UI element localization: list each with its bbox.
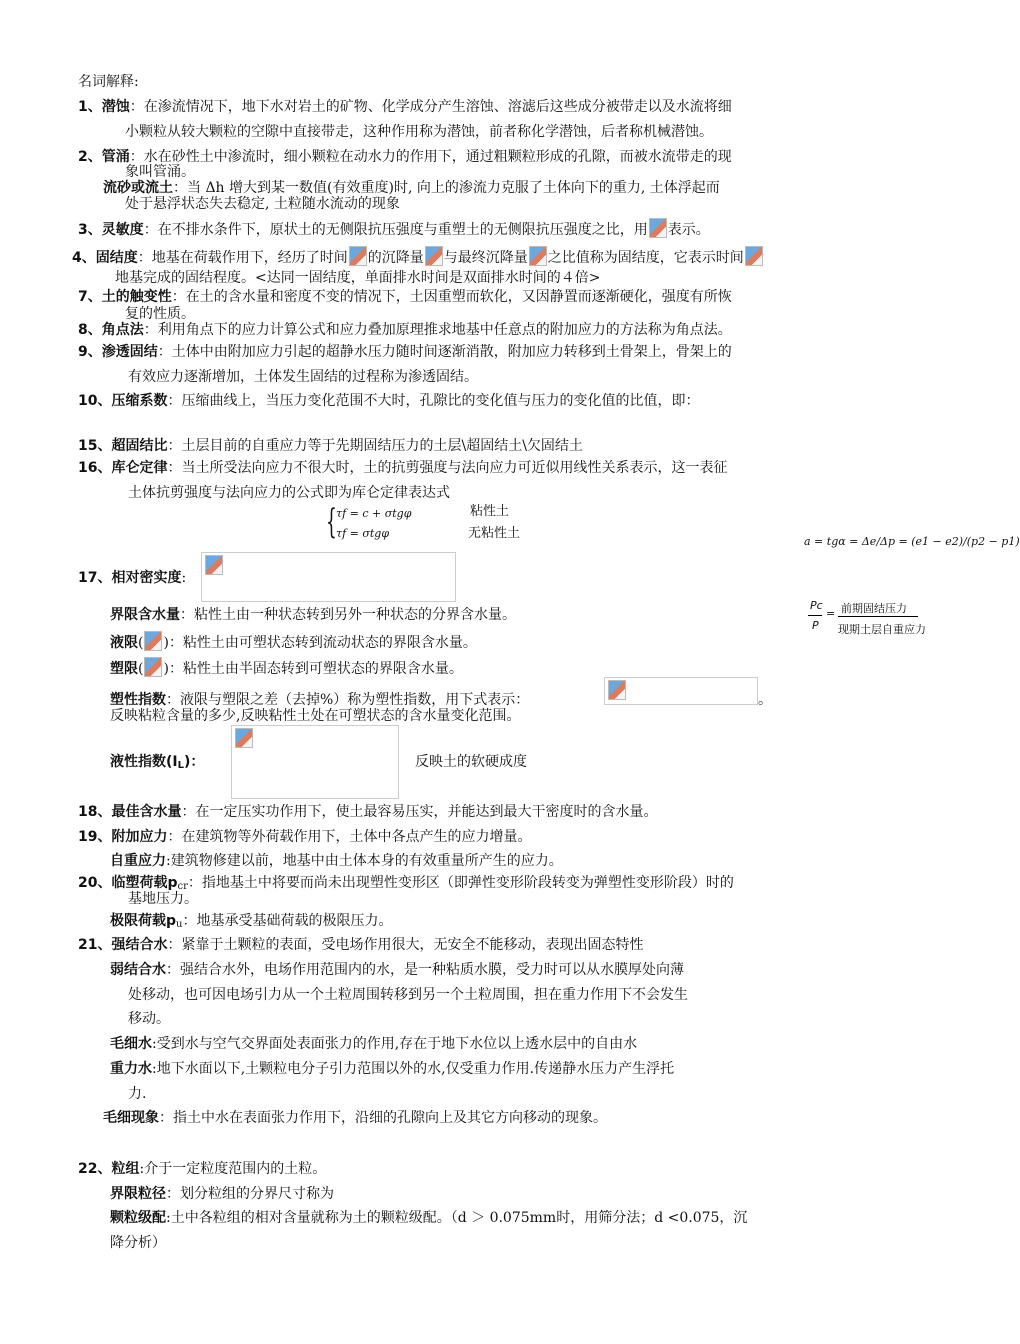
term-1-cont: 小颗粒从较大颗粒的空隙中直接带走，这种作用称为潜蚀，前者称化学潜蚀，后者称机械潜蚀。 — [125, 124, 713, 140]
term-9-cont: 有效应力逐渐增加，土体发生固结的过程称为渗透固结。 — [128, 369, 478, 385]
term-liquidity-index: 液性指数(IL)： — [110, 754, 205, 771]
term-ultimate-load: 极限荷载pu：地基承受基础荷载的极限压力。 — [110, 913, 393, 930]
term-16: 16、库仑定律：当土所受法向应力不很大时，土的抗剪强度与法向应力可近似用线性关系表示，这一表征 — [78, 460, 728, 476]
term-capillarity: 毛细现象：指土中水在表面张力作用下，沿细的孔隙向上及其它方向移动的现象。 — [103, 1110, 607, 1126]
broken-image-icon — [144, 631, 162, 651]
term-liquid-limit: 液限( )：粘性土由可塑状态转到流动状态的界限含水量。 — [110, 631, 477, 653]
term-17: 17、相对密实度: — [78, 570, 187, 586]
term-3: 3、灵敏度：在不排水条件下，原状土的无侧限抗压强度与重塑土的无侧限抗压强度之比，用 表示。 — [78, 218, 710, 240]
term-weak-bound-water-cont2: 移动。 — [128, 1011, 170, 1027]
term-22: 22、粒组:介于一定粒度范围内的土粒。 — [78, 1161, 327, 1177]
relative-density-formula-image — [201, 552, 456, 602]
term-2-cont: 象叫管涌。 — [125, 164, 195, 180]
term-weak-bound-water-cont: 处移动，也可因电场引力从一个土粒周围转移到另一个土粒周围，担在重力作用下不会发生 — [128, 987, 688, 1003]
term-18: 18、最佳含水量：在一定压实功作用下，使土最容易压实，并能达到最大干密度时的含水量。 — [78, 804, 658, 820]
term-15: 15、超固结比：土层目前的自重应力等于先期固结压力的土层\超固结土\欠固结土 — [78, 438, 583, 454]
term-1: 1、潜蚀：在渗流情况下，地下水对岩土的矿物、化学成分产生溶蚀、溶滤后这些成分被带走以及水流将细 — [78, 99, 732, 115]
broken-image-icon — [529, 246, 547, 266]
term-20-cont: 基地压力。 — [128, 891, 198, 907]
term-9: 9、渗透固结：土体中由附加应力引起的超静水压力随时间逐渐消散，附加应力转移到土骨架上，骨架上的 — [78, 344, 732, 360]
plasticity-index-formula-image — [604, 677, 758, 705]
term-limit-water: 界限含水量：粘性土由一种状态转到另外一种状态的分界含水量。 — [110, 607, 516, 623]
broken-image-icon — [205, 555, 223, 575]
term-plastic-limit: 塑限( )：粘性土由半固态转到可塑状态的界限含水量。 — [110, 657, 463, 679]
term-self-weight: 自重应力:建筑物修建以前，地基中由土体本身的有效重量所产生的应力。 — [110, 853, 563, 869]
compression-formula: a = tgα = Δe/Δp = (e1 − e2)/(p2 − p1) — [804, 535, 1020, 548]
broken-image-icon — [745, 246, 763, 266]
term-4: 4、固结度：地基在荷载作用下，经历了时间 的沉降量 与最终沉降量 之比值称为固结度，它表示时间 — [72, 246, 764, 268]
term-21: 21、强结合水：紧靠于土颗粒的表面，受电场作用很大，无安全不能移动，表现出固态特性 — [78, 937, 644, 953]
liquidity-index-formula-image — [231, 725, 399, 799]
term-title: 1、潜蚀 — [78, 99, 130, 115]
broken-image-icon — [425, 246, 443, 266]
term-10: 10、压缩系数：压缩曲线上，当压力变化范围不大时，孔隙比的变化值与压力的变化值的比值，即： — [78, 393, 700, 409]
term-8: 8、角点法：利用角点下的应力计算公式和应力叠加原理推求地基中任意点的附加应力的方法称为角点法。 — [78, 322, 732, 338]
broken-image-icon — [649, 218, 667, 238]
term-16-cont: 土体抗剪强度与法向应力的公式即为库仑定律表达式 — [128, 485, 450, 501]
broken-image-icon — [144, 657, 162, 677]
liquidity-index-note: 反映土的软硬成度 — [415, 754, 527, 770]
term-capillary-water: 毛细水:受到水与空气交界面处表面张力的作用,存在于地下水位以上透水层中的自由水 — [110, 1036, 638, 1052]
term-7: 7、土的触变性：在土的含水量和密度不变的情况下，土因重塑而软化，又因静置而逐渐硬化，强度有所恢 — [78, 289, 732, 305]
term-19: 19、附加应力：在建筑物等外荷载作用下，土体中各点产生的应力增量。 — [78, 829, 532, 845]
term-plasticity-index: 塑性指数：液限与塑限之差（去掉%）称为塑性指数，用下式表示： — [110, 692, 530, 708]
term-4-cont: 地基完成的固结程度。<达同一固结度，单面排水时间是双面排水时间的４倍> — [115, 270, 601, 286]
term-weak-bound-water: 弱结合水：强结合水外，电场作用范围内的水，是一种粘质水膜，受力时可以从水膜厚处向薄 — [110, 962, 684, 978]
broken-image-icon — [608, 680, 626, 700]
broken-image-icon — [349, 246, 367, 266]
term-grading: 颗粒级配:土中各粒组的相对含量就称为土的颗粒级配。（d ＞ 0.075mm时，用筛分法；d <0.075，沉 — [110, 1210, 748, 1226]
term-2: 2、管涌：水在砂性土中渗流时，细小颗粒在动水力的作用下，通过粗颗粒形成的孔隙，而被水流带走的现 — [78, 149, 732, 165]
term-gravity-water: 重力水:地下水面以下,土颗粒电分子引力范围以外的水,仅受重力作用.传递静水压力产生浮托 — [110, 1061, 675, 1077]
term-7-cont: 复的性质。 — [125, 306, 195, 322]
header: 名词解释: — [78, 74, 139, 90]
term-liusha-cont: 处于悬浮状态失去稳定, 土粒随水流动的现象 — [125, 196, 400, 212]
term-20: 20、临塑荷载pcr：指地基土中将要而尚未出现塑性变形区（即弹性变形阶段转变为弹塑性变形阶段）时的 — [78, 875, 734, 892]
term-gravity-water-cont: 力. — [128, 1086, 147, 1102]
term-plasticity-index-cont: 反映粘粒含量的多少,反映粘性土处在可塑状态的含水量变化范围。 — [110, 708, 521, 724]
term-grading-cont: 降分析） — [110, 1235, 166, 1251]
term-limit-grain-size: 界限粒径：划分粒组的分界尺寸称为 — [110, 1186, 334, 1202]
broken-image-icon — [235, 728, 253, 748]
term-liusha: 流砂或流土：当 Δh 增大到某一数值(有效重度)时, 向上的渗流力克服了土体向下的重力, 土体浮起而 — [103, 180, 720, 196]
